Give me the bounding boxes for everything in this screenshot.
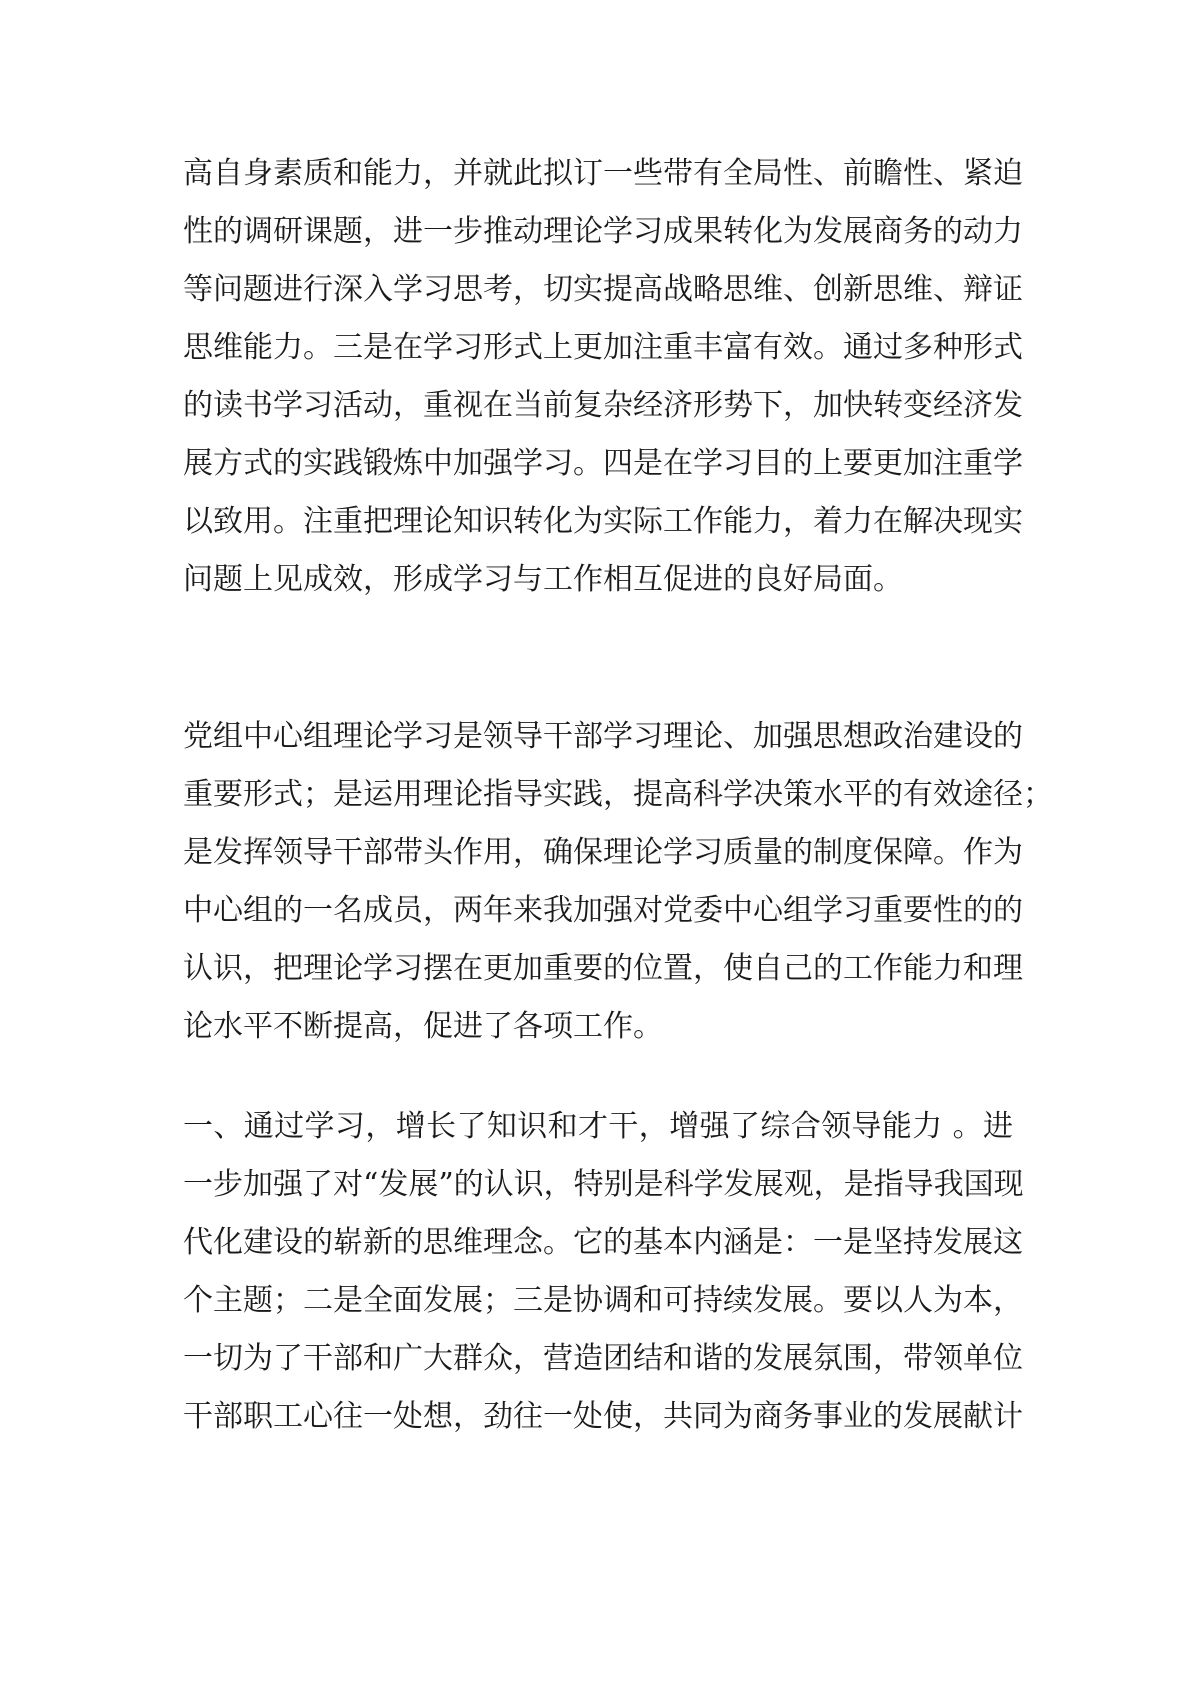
text-line: 代化建设的崭新的思维理念。它的基本内涵是：一是坚持发展这 (183, 1225, 1023, 1260)
text-line: 重要形式；是运用理论指导实践，提高科学决策水平的有效途径； (183, 777, 1053, 812)
paragraph-central-group-study (183, 708, 1053, 1056)
text-line: 个主题；二是全面发展；三是协调和可持续发展。要以人为本， (183, 1283, 1023, 1318)
text-line: 党组中心组理论学习是领导干部学习理论、加强思想政治建设的 (183, 719, 1023, 754)
text-line: 论水平不断提高，促进了各项工作。 (183, 1009, 663, 1044)
text-line: 思维能力。三是在学习形式上更加注重丰富有效。通过多种形式 (183, 330, 1023, 365)
text-line: 问题上见成效，形成学习与工作相互促进的良好局面。 (183, 562, 903, 597)
text-line: 一步加强了对“发展”的认识，特别是科学发展观，是指导我国现 (183, 1167, 1024, 1202)
text-line: 是发挥领导干部带头作用，确保理论学习质量的制度保障。作为 (183, 835, 1023, 870)
text-line: 的读书学习活动，重视在当前复杂经济形势下，加快转变经济发 (183, 388, 1023, 423)
text-line: 等问题进行深入学习思考，切实提高战略思维、创新思维、辩证 (183, 272, 1023, 307)
text-line: 干部职工心往一处想，劲往一处使，共同为商务事业的发展献计 (183, 1399, 1023, 1434)
text-line: 一切为了干部和广大群众，营造团结和谐的发展氛围，带领单位 (183, 1341, 1023, 1376)
text-line: 高自身素质和能力，并就此拟订一些带有全局性、前瞻性、紧迫 (183, 156, 1023, 191)
text-line: 中心组的一名成员，两年来我加强对党委中心组学习重要性的的 (183, 893, 1023, 928)
text-line: 性的调研课题，进一步推动理论学习成果转化为发展商务的动力 (183, 214, 1023, 249)
text-line: 认识，把理论学习摆在更加重要的位置，使自己的工作能力和理 (183, 951, 1023, 986)
text-line: 以致用。注重把理论知识转化为实际工作能力，着力在解决现实 (183, 504, 1023, 539)
paragraph-section-one (183, 1098, 1024, 1446)
paragraph-study-methods (183, 145, 1023, 609)
text-line: 一、通过学习，增长了知识和才干，增强了综合领导能力 。进 (183, 1109, 1013, 1144)
text-line: 展方式的实践锻炼中加强学习。四是在学习目的上要更加注重学 (183, 446, 1023, 481)
